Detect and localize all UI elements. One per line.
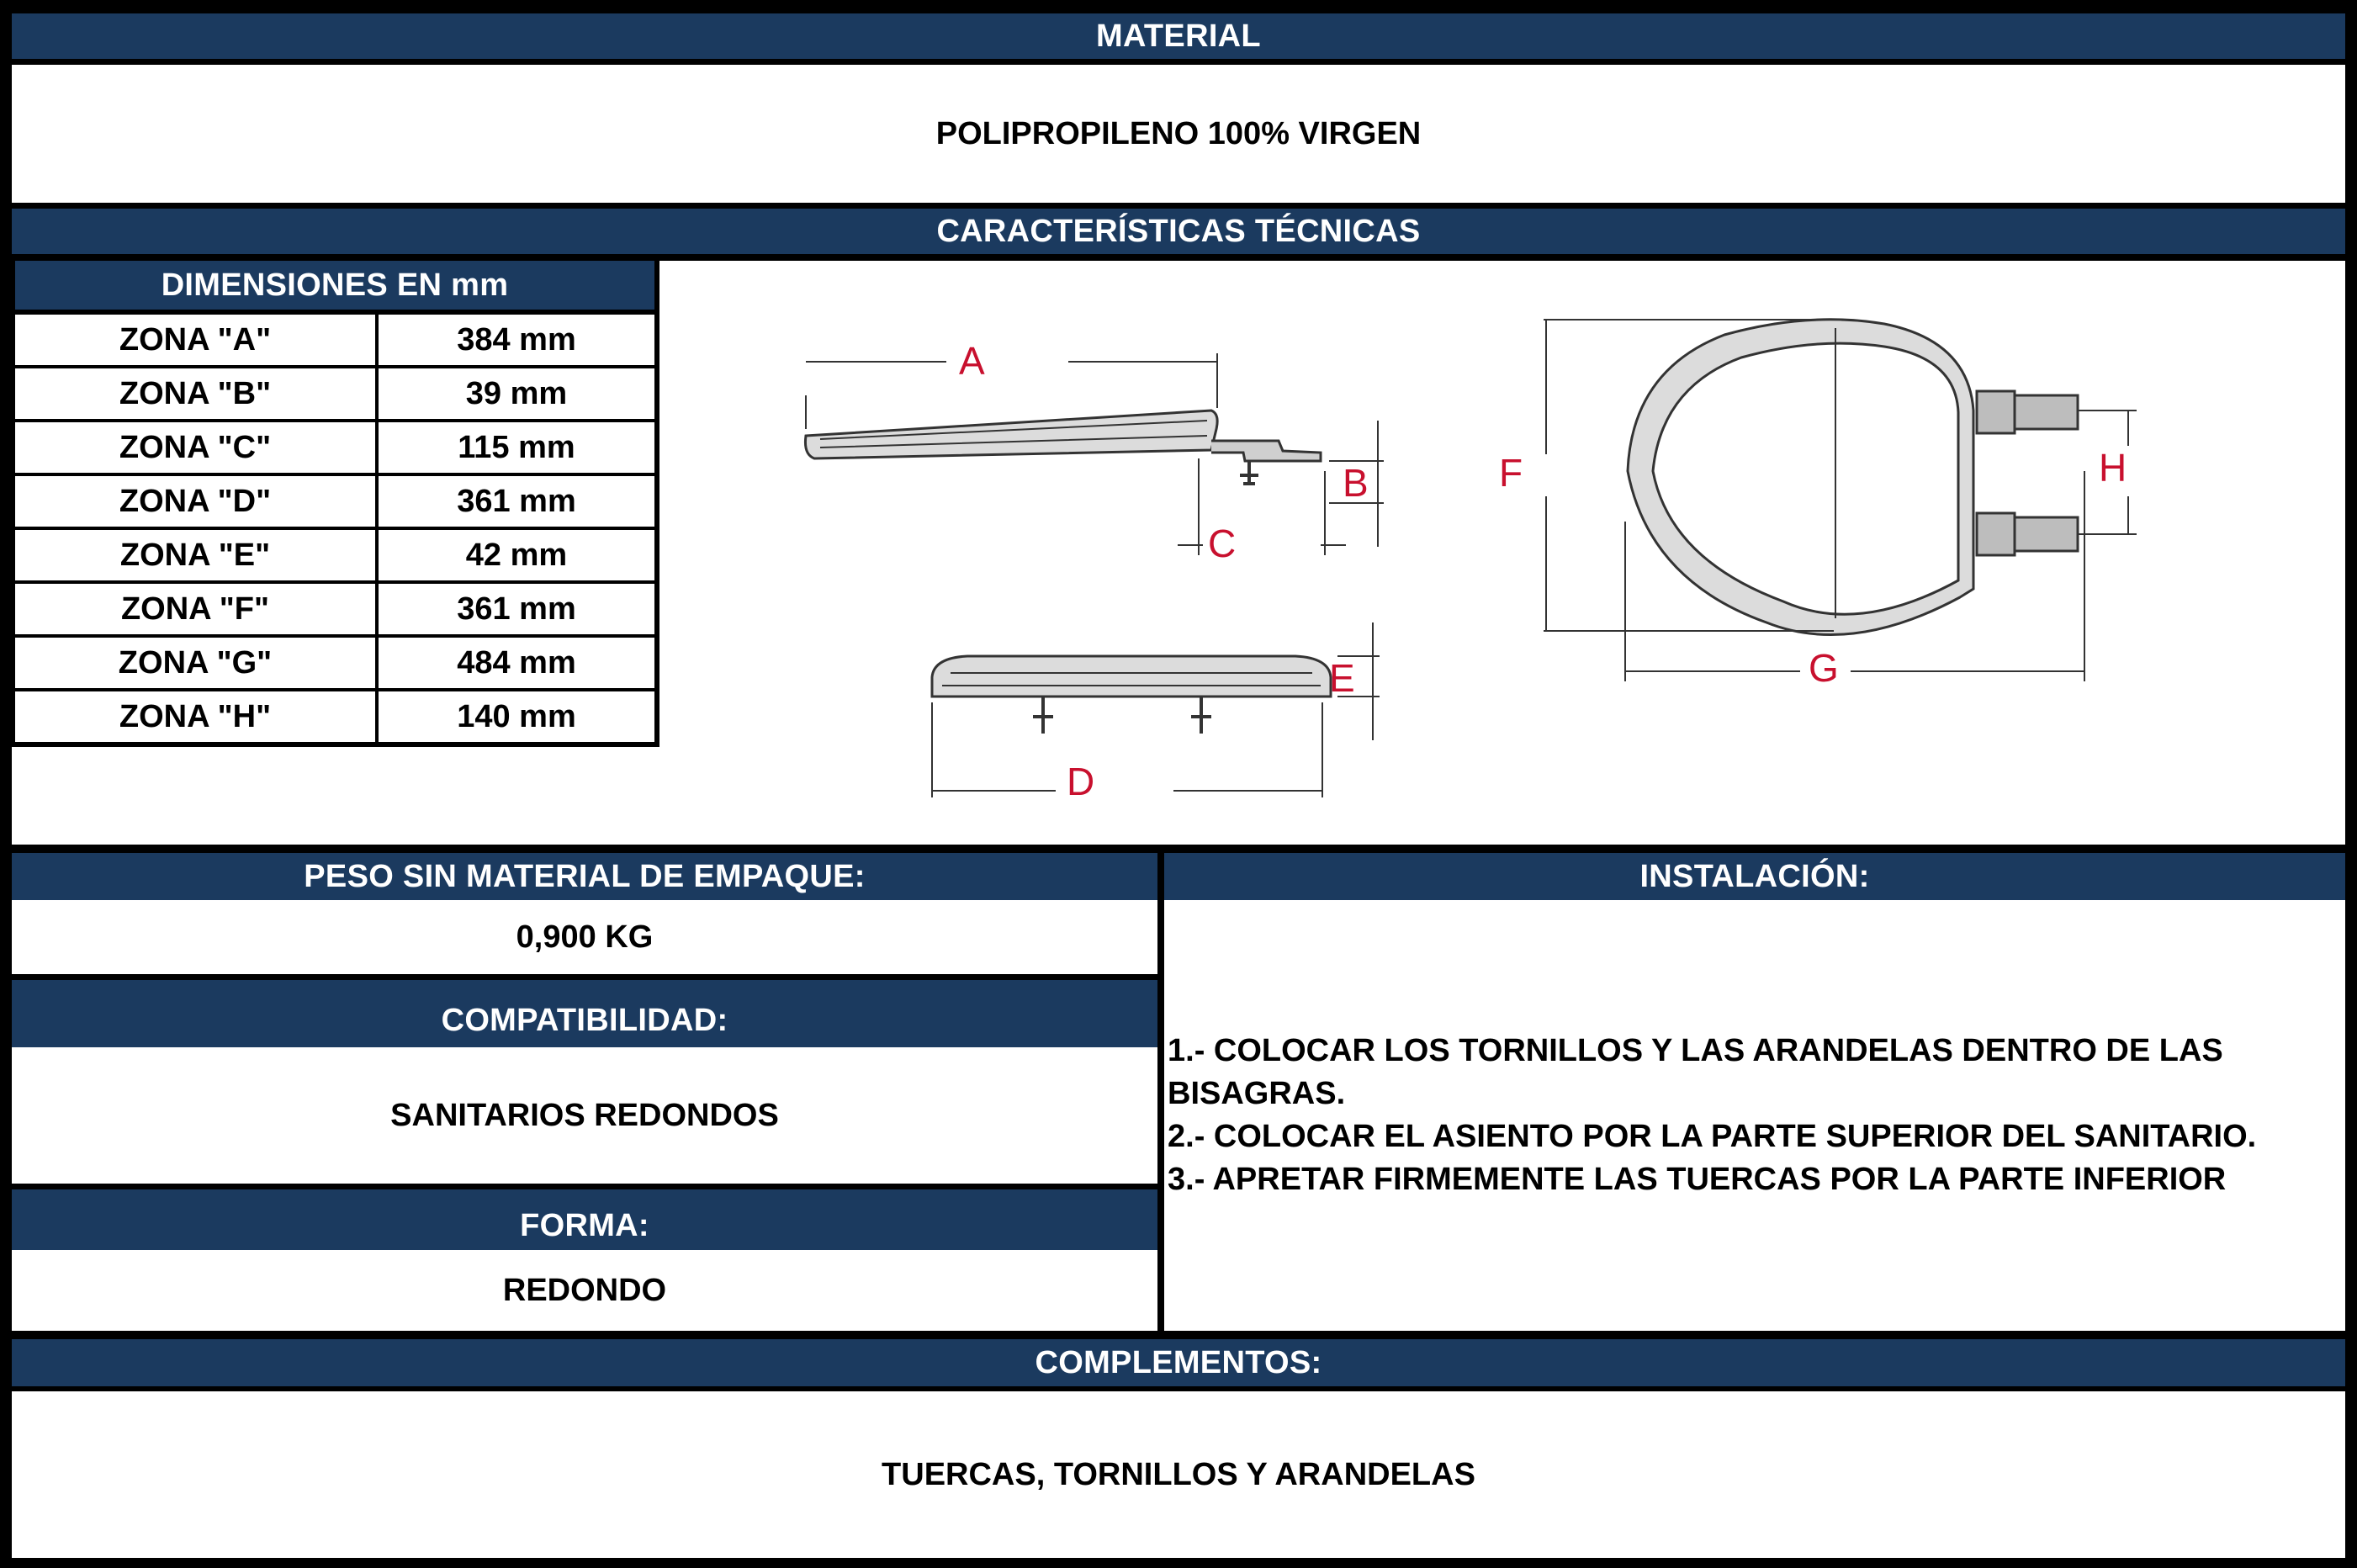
divider — [12, 1331, 2345, 1339]
dim-line-d — [932, 702, 1322, 797]
dimension-zone: ZONA "B" — [15, 368, 375, 419]
dimension-label-g: G — [1809, 646, 1839, 690]
dimension-value: 361 mm — [379, 476, 654, 527]
dimension-label-f: F — [1499, 451, 1523, 495]
dimension-zone: ZONA "H" — [15, 691, 375, 742]
dimension-label-d: D — [1067, 760, 1095, 803]
top-border — [0, 0, 2357, 13]
installation-header: INSTALACIÓN: — [1164, 853, 2345, 900]
dimension-label-e: E — [1329, 656, 1355, 700]
weight-header: PESO SIN MATERIAL DE EMPAQUE: — [12, 853, 1157, 900]
installation-line: 1.- COLOCAR LOS TORNILLOS Y LAS ARANDELAS DENTRO DE LAS — [1168, 1033, 2223, 1068]
shape-header: FORMA: — [12, 1189, 1157, 1250]
divider — [12, 203, 2345, 209]
dim-line-c — [1178, 458, 1346, 555]
frame-right-border — [2345, 0, 2357, 1568]
dimensions-header: DIMENSIONES EN mm — [15, 261, 654, 310]
top-view-hinges — [1977, 391, 2078, 555]
divider — [12, 59, 2345, 65]
dimension-label-b: B — [1343, 461, 1369, 505]
dimension-row — [15, 422, 654, 473]
installation-steps — [1164, 1030, 2345, 1206]
material-header: MATERIAL — [12, 13, 2345, 59]
dimension-row — [15, 476, 654, 527]
dimension-label-h: H — [2099, 446, 2127, 490]
dimension-value: 39 mm — [379, 368, 654, 419]
dimension-value: 484 mm — [379, 638, 654, 688]
dimension-row — [15, 368, 654, 419]
dimension-zone: ZONA "G" — [15, 638, 375, 688]
dimension-row — [15, 584, 654, 634]
complements-header: COMPLEMENTOS: — [12, 1339, 2345, 1386]
frame-bottom-border — [0, 1558, 2357, 1568]
side-view-bolt — [1240, 461, 1258, 484]
side-view-hinge — [1211, 441, 1321, 461]
dimension-value: 42 mm — [379, 530, 654, 580]
dimension-row — [15, 638, 654, 688]
dimension-value: 140 mm — [379, 691, 654, 742]
dimension-zone: ZONA "C" — [15, 422, 375, 473]
column-divider — [1157, 845, 1164, 1338]
toilet-seat-diagram — [673, 265, 2338, 837]
top-divider — [2017, 0, 2021, 13]
dimension-row — [15, 691, 654, 742]
divider — [12, 974, 1157, 980]
installation-line: BISAGRAS. — [1168, 1076, 1346, 1111]
dimension-value: 361 mm — [379, 584, 654, 634]
divider — [12, 254, 2345, 261]
material-value: POLIPROPILENO 100% VIRGEN — [935, 115, 1422, 151]
dimension-zone: ZONA "F" — [15, 584, 375, 634]
complements-value: TUERCAS, TORNILLOS Y ARANDELAS — [882, 1456, 1475, 1492]
dimension-row — [15, 530, 654, 580]
divider — [12, 845, 2345, 853]
dimension-zone: ZONA "D" — [15, 476, 375, 527]
frame-left-border — [0, 0, 12, 1568]
side-view-seat — [805, 411, 1217, 458]
dimension-label-a: A — [959, 339, 985, 383]
installation-line: 2.- COLOCAR EL ASIENTO POR LA PARTE SUPERIOR DEL SANITARIO. — [1168, 1119, 2257, 1154]
installation-line: 3.- APRETAR FIRMEMENTE LAS TUERCAS POR LA PARTE INFERIOR — [1168, 1162, 2227, 1197]
dimension-row — [15, 315, 654, 365]
front-view-bolts — [1033, 697, 1211, 734]
dimension-label-c: C — [1208, 522, 1237, 565]
dimension-zone: ZONA "A" — [15, 315, 375, 365]
dimension-zone: ZONA "E" — [15, 530, 375, 580]
dimension-value: 115 mm — [379, 422, 654, 473]
dimension-value: 384 mm — [379, 315, 654, 365]
compatibility-header: COMPATIBILIDAD: — [12, 980, 1157, 1047]
front-view-seat — [932, 656, 1331, 697]
compatibility-value: SANITARIOS REDONDOS — [390, 1097, 779, 1133]
technical-header: CARACTERÍSTICAS TÉCNICAS — [12, 209, 2345, 254]
shape-value: REDONDO — [502, 1272, 667, 1308]
weight-value: 0,900 KG — [516, 919, 654, 955]
divider — [12, 1184, 1157, 1189]
